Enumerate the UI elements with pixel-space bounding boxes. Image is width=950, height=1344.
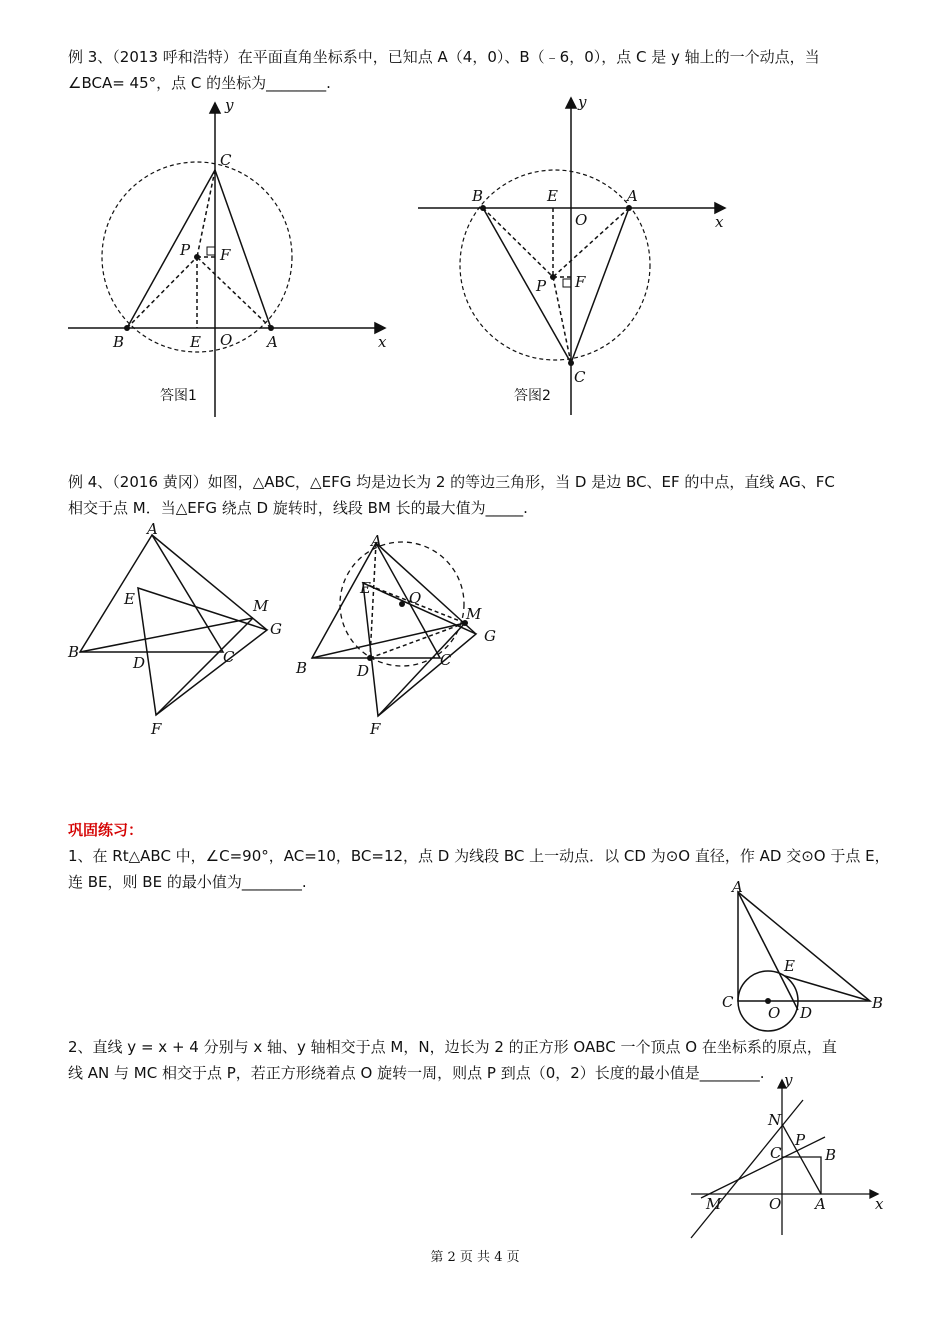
- question-2-line-2: 线 AN 与 MC 相交于点 P，若正方形绕着点 O 旋转一周，则点 P 到点（0，2）长度的最小值是________.: [68, 1064, 765, 1082]
- fig1-caption: 答图1: [160, 388, 197, 404]
- fig5-label-B: B: [872, 994, 884, 1012]
- fig5-label-D: D: [800, 1004, 813, 1022]
- fig6-label-P: P: [795, 1131, 806, 1149]
- fig3-label-B: B: [68, 643, 80, 661]
- figure-example-4-right: [290, 520, 520, 750]
- question-1-line-1: 1、在 Rt△ABC 中，∠C=90°，AC=10，BC=12，点 D 为线段 BC 上一动点．以 CD 为⊙O 直径，作 AD 交⊙O 于点 E，: [68, 847, 890, 865]
- figure-answer-2: [410, 95, 740, 425]
- fig2-label-F: F: [575, 273, 586, 291]
- example-4-line-1: 例 4、（2016 黄冈）如图，△ABC，△EFG 均是边长为 2 的等边三角形，当 D 是边 BC、EF 的中点，直线 AG、FC: [68, 473, 835, 491]
- fig4-label-C: C: [440, 651, 452, 669]
- example-3-line-2: ∠BCA= 45°，点 C 的坐标为________.: [68, 74, 331, 92]
- fig6-label-x: x: [875, 1195, 884, 1213]
- figure-question-1: [710, 880, 890, 1025]
- example-4-line-2: 相交于点 M．当△EFG 绕点 D 旋转时，线段 BM 长的最大值为_____.: [68, 499, 528, 517]
- fig6-label-A: A: [815, 1195, 826, 1213]
- fig5-label-E: E: [784, 957, 795, 975]
- fig2-label-E: E: [547, 187, 558, 205]
- fig2-label-C: C: [574, 368, 586, 386]
- fig6-label-B: B: [825, 1146, 837, 1164]
- fig5-label-C: C: [722, 993, 734, 1011]
- fig6-label-C: C: [770, 1144, 782, 1162]
- fig4-label-G: G: [484, 627, 496, 645]
- figure-question-2: [688, 1071, 893, 1240]
- fig4-label-A: A: [371, 532, 382, 550]
- fig1-label-y: y: [225, 96, 234, 114]
- fig2-label-P: P: [536, 277, 547, 295]
- fig5-label-O: O: [768, 1004, 781, 1022]
- fig1-label-x: x: [378, 333, 387, 351]
- fig2-label-A: A: [627, 187, 638, 205]
- fig2-caption: 答图2: [514, 388, 551, 404]
- fig4-label-B: B: [296, 659, 308, 677]
- question-2-line-1: 2、直线 y = x + 4 分别与 x 轴、y 轴相交于点 M，N，边长为 2 的正方形 OABC 一个顶点 O 在坐标系的原点，直: [68, 1038, 837, 1056]
- page-footer: 第 2 页 共 4 页: [430, 1250, 520, 1265]
- fig2-label-y: y: [578, 93, 587, 111]
- practice-heading: 巩固练习：: [68, 821, 144, 839]
- fig1-label-B: B: [113, 333, 125, 351]
- example-4-text: [68, 469, 894, 521]
- fig2-label-B: B: [472, 187, 484, 205]
- fig3-label-A: A: [147, 520, 158, 538]
- fig3-label-D: D: [133, 654, 146, 672]
- fig4-label-F: F: [370, 720, 381, 738]
- fig6-label-M: M: [706, 1195, 722, 1213]
- fig2-label-O: O: [575, 211, 588, 229]
- fig3-label-G: G: [270, 620, 282, 638]
- fig3-label-M: M: [253, 597, 269, 615]
- fig1-label-O: O: [220, 331, 233, 349]
- fig1-label-F: F: [220, 246, 231, 264]
- fig4-label-O: O: [409, 589, 422, 607]
- fig1-label-C: C: [220, 151, 232, 169]
- fig3-label-E: E: [124, 590, 135, 608]
- fig1-label-A: A: [267, 333, 278, 351]
- figure-answer-1: [60, 95, 400, 425]
- fig5-label-A: A: [732, 878, 743, 896]
- fig1-label-E: E: [190, 333, 201, 351]
- fig6-label-y: y: [784, 1071, 793, 1089]
- figure-example-4-left: [60, 520, 300, 750]
- fig4-label-M: M: [466, 605, 482, 623]
- fig4-label-D: D: [357, 662, 370, 680]
- fig6-label-O: O: [769, 1195, 782, 1213]
- example-3-line-1: 例 3、（2013 呼和浩特）在平面直角坐标系中，已知点 A（4，0）、B（﹣6，0），点 C 是 y 轴上的一个动点，当: [68, 48, 820, 66]
- fig3-label-C: C: [223, 648, 235, 666]
- question-1-line-2: 连 BE，则 BE 的最小值为________.: [68, 873, 307, 891]
- fig4-label-E: E: [360, 579, 371, 597]
- example-3-text: [68, 44, 894, 96]
- fig2-label-x: x: [715, 213, 724, 231]
- fig1-label-P: P: [180, 241, 191, 259]
- fig6-label-N: N: [768, 1111, 782, 1129]
- fig3-label-F: F: [151, 720, 162, 738]
